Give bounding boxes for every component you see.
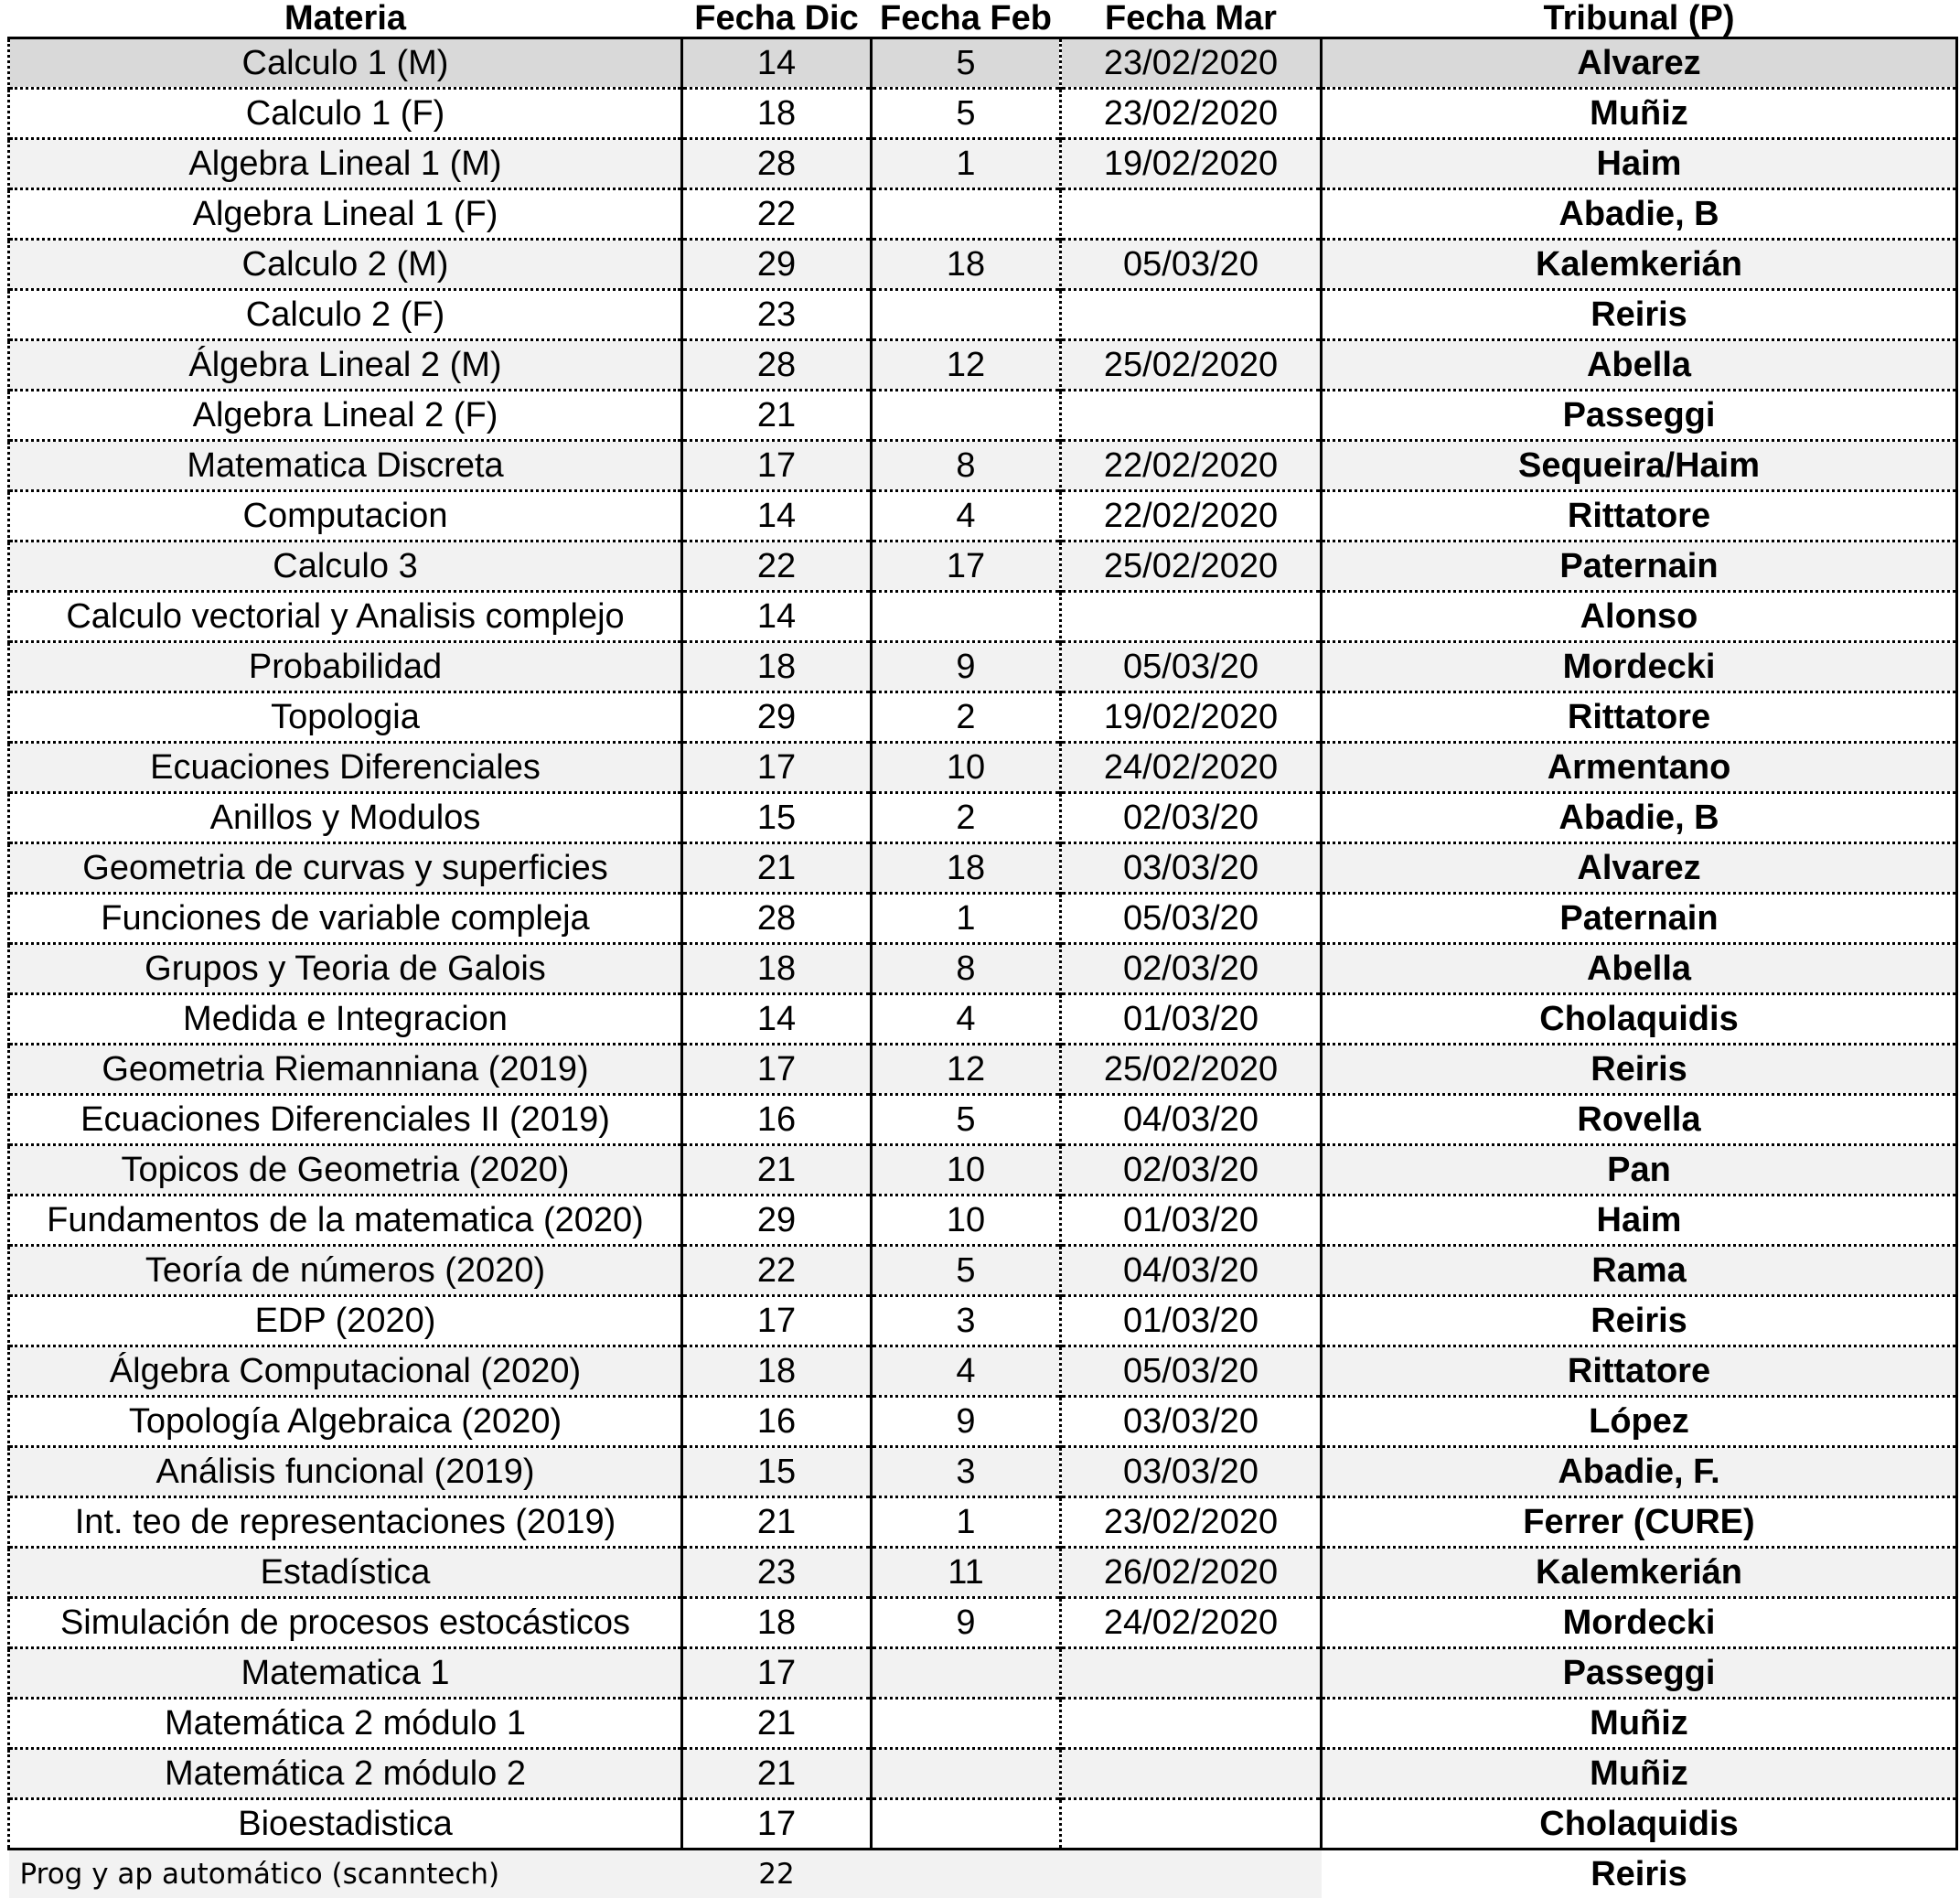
fecha-mar-cell[interactable] [1061, 1699, 1322, 1749]
header-row [9, 0, 1957, 38]
table-row [9, 1095, 1957, 1145]
materia-cell[interactable]: Fundamentos de la matematica (2020) [9, 1196, 682, 1246]
fecha-feb-cell[interactable]: 18 [872, 843, 1061, 894]
fecha-feb-cell[interactable] [872, 1648, 1061, 1699]
fecha-dic-cell[interactable]: 21 [682, 1497, 872, 1548]
materia-cell[interactable]: Ecuaciones Diferenciales II (2019) [9, 1095, 682, 1145]
materia-cell[interactable]: Calculo 1 (M) [9, 38, 682, 89]
tribunal-cell[interactable]: Muñiz [1322, 1749, 1957, 1799]
fecha-dic-cell[interactable]: 21 [682, 1749, 872, 1799]
fecha-feb-cell[interactable]: 5 [872, 1095, 1061, 1145]
fecha-mar-cell[interactable] [1061, 1850, 1322, 1898]
fecha-mar-cell[interactable]: 25/02/2020 [1061, 542, 1322, 592]
tribunal-cell[interactable]: Reiris [1322, 290, 1957, 340]
table-row [9, 793, 1957, 843]
fecha-feb-cell[interactable]: 5 [872, 89, 1061, 139]
materia-cell[interactable]: Calculo 3 [9, 542, 682, 592]
fecha-mar-cell[interactable]: 05/03/20 [1061, 894, 1322, 944]
fecha-feb-cell[interactable] [872, 1749, 1061, 1799]
tribunal-cell[interactable]: Rittatore [1322, 1346, 1957, 1397]
table-row [9, 240, 1957, 290]
tribunal-cell[interactable]: Haim [1322, 1196, 1957, 1246]
fecha-feb-cell[interactable]: 10 [872, 1196, 1061, 1246]
fecha-mar-cell[interactable]: 01/03/20 [1061, 1296, 1322, 1346]
fecha-dic-cell[interactable]: 16 [682, 1397, 872, 1447]
header-fecha-feb[interactable]: Fecha Feb [872, 0, 1061, 38]
tribunal-cell[interactable]: Rama [1322, 1246, 1957, 1296]
tribunal-cell[interactable]: Pan [1322, 1145, 1957, 1196]
fecha-dic-cell[interactable]: 22 [682, 1246, 872, 1296]
fecha-feb-cell[interactable]: 1 [872, 139, 1061, 189]
table-row [9, 391, 1957, 441]
fecha-feb-cell[interactable]: 8 [872, 944, 1061, 994]
table-row [9, 542, 1957, 592]
tribunal-cell[interactable]: Sequeira/Haim [1322, 441, 1957, 491]
table-row [9, 944, 1957, 994]
materia-cell[interactable]: Álgebra Lineal 2 (M) [9, 340, 682, 391]
table-row [9, 743, 1957, 793]
table-row [9, 843, 1957, 894]
materia-cell[interactable]: Bioestadistica [9, 1799, 682, 1850]
tribunal-cell[interactable]: Ferrer (CURE) [1322, 1497, 1957, 1548]
fecha-mar-cell[interactable]: 22/02/2020 [1061, 441, 1322, 491]
fecha-dic-cell[interactable]: 17 [682, 1045, 872, 1095]
table-row [9, 89, 1957, 139]
fecha-feb-cell[interactable] [872, 1850, 1061, 1898]
tribunal-cell[interactable]: Mordecki [1322, 1598, 1957, 1648]
materia-cell[interactable]: Matemática 2 módulo 1 [9, 1699, 682, 1749]
fecha-dic-cell[interactable]: 17 [682, 1296, 872, 1346]
fecha-dic-cell[interactable]: 18 [682, 89, 872, 139]
fecha-dic-cell[interactable]: 21 [682, 1699, 872, 1749]
fecha-dic-cell[interactable]: 28 [682, 894, 872, 944]
fecha-dic-cell[interactable]: 21 [682, 1145, 872, 1196]
tribunal-cell[interactable]: Reiris [1322, 1850, 1957, 1898]
fecha-feb-cell[interactable]: 4 [872, 1346, 1061, 1397]
materia-cell[interactable]: Probabilidad [9, 642, 682, 692]
tribunal-cell[interactable]: Abella [1322, 340, 1957, 391]
fecha-mar-cell[interactable] [1061, 1648, 1322, 1699]
fecha-feb-cell[interactable]: 2 [872, 692, 1061, 743]
tribunal-cell[interactable]: Alvarez [1322, 843, 1957, 894]
fecha-dic-cell[interactable]: 29 [682, 692, 872, 743]
fecha-mar-cell[interactable]: 24/02/2020 [1061, 1598, 1322, 1648]
materia-cell[interactable]: Algebra Lineal 1 (M) [9, 139, 682, 189]
materia-cell[interactable]: Análisis funcional (2019) [9, 1447, 682, 1497]
tribunal-cell[interactable]: Abella [1322, 944, 1957, 994]
fecha-feb-cell[interactable]: 9 [872, 1397, 1061, 1447]
fecha-dic-cell[interactable]: 28 [682, 340, 872, 391]
fecha-feb-cell[interactable]: 2 [872, 793, 1061, 843]
tribunal-cell[interactable]: Abadie, B [1322, 189, 1957, 240]
fecha-mar-cell[interactable]: 03/03/20 [1061, 843, 1322, 894]
fecha-mar-cell[interactable]: 05/03/20 [1061, 240, 1322, 290]
table-row [9, 1648, 1957, 1699]
materia-cell[interactable]: Algebra Lineal 2 (F) [9, 391, 682, 441]
fecha-mar-cell[interactable]: 25/02/2020 [1061, 1045, 1322, 1095]
fecha-mar-cell[interactable]: 05/03/20 [1061, 1346, 1322, 1397]
tribunal-cell[interactable]: Passeggi [1322, 1648, 1957, 1699]
tribunal-cell[interactable]: Paternain [1322, 542, 1957, 592]
fecha-feb-cell[interactable]: 3 [872, 1447, 1061, 1497]
fecha-dic-cell[interactable]: 28 [682, 139, 872, 189]
fecha-feb-cell[interactable]: 17 [872, 542, 1061, 592]
table-row [9, 38, 1957, 89]
fecha-feb-cell[interactable]: 3 [872, 1296, 1061, 1346]
fecha-feb-cell[interactable]: 12 [872, 1045, 1061, 1095]
fecha-dic-cell[interactable]: 17 [682, 1648, 872, 1699]
fecha-mar-cell[interactable]: 26/02/2020 [1061, 1548, 1322, 1598]
fecha-dic-cell[interactable]: 14 [682, 38, 872, 89]
table-row [9, 692, 1957, 743]
fecha-mar-cell[interactable] [1061, 189, 1322, 240]
materia-cell[interactable]: Ecuaciones Diferenciales [9, 743, 682, 793]
tribunal-cell[interactable]: Alonso [1322, 592, 1957, 642]
tribunal-cell[interactable]: López [1322, 1397, 1957, 1447]
table-row [9, 1145, 1957, 1196]
fecha-dic-cell[interactable]: 21 [682, 391, 872, 441]
fecha-dic-cell[interactable]: 14 [682, 994, 872, 1045]
fecha-mar-cell[interactable]: 03/03/20 [1061, 1447, 1322, 1497]
tribunal-cell[interactable]: Rittatore [1322, 692, 1957, 743]
fecha-dic-cell[interactable]: 14 [682, 491, 872, 542]
fecha-mar-cell[interactable]: 03/03/20 [1061, 1397, 1322, 1447]
fecha-mar-cell[interactable]: 02/03/20 [1061, 1145, 1322, 1196]
tribunal-cell[interactable]: Muñiz [1322, 1699, 1957, 1749]
table-row [9, 1447, 1957, 1497]
fecha-mar-cell[interactable]: 02/03/20 [1061, 944, 1322, 994]
fecha-feb-cell[interactable]: 9 [872, 642, 1061, 692]
fecha-dic-cell[interactable]: 17 [682, 441, 872, 491]
fecha-mar-cell[interactable]: 19/02/2020 [1061, 692, 1322, 743]
materia-cell[interactable]: Topología Algebraica (2020) [9, 1397, 682, 1447]
fecha-feb-cell[interactable]: 11 [872, 1548, 1061, 1598]
tribunal-cell[interactable]: Reiris [1322, 1296, 1957, 1346]
header-tribunal[interactable]: Tribunal (P) [1322, 0, 1957, 38]
materia-cell[interactable]: Int. teo de representaciones (2019) [9, 1497, 682, 1548]
tribunal-cell[interactable]: Kalemkerián [1322, 240, 1957, 290]
table-row [9, 1497, 1957, 1548]
fecha-mar-cell[interactable]: 23/02/2020 [1061, 89, 1322, 139]
fecha-mar-cell[interactable]: 23/02/2020 [1061, 38, 1322, 89]
tribunal-cell[interactable]: Abadie, F. [1322, 1447, 1957, 1497]
table-row [9, 1196, 1957, 1246]
fecha-dic-cell[interactable]: 22 [682, 542, 872, 592]
materia-cell[interactable]: Simulación de procesos estocásticos [9, 1598, 682, 1648]
exam-schedule-table [7, 0, 1958, 1898]
fecha-dic-cell[interactable]: 17 [682, 1799, 872, 1850]
materia-cell[interactable]: Álgebra Computacional (2020) [9, 1346, 682, 1397]
fecha-dic-cell[interactable]: 29 [682, 1196, 872, 1246]
fecha-mar-cell[interactable]: 05/03/20 [1061, 642, 1322, 692]
tribunal-cell[interactable]: Haim [1322, 139, 1957, 189]
table-row [9, 592, 1957, 642]
fecha-feb-cell[interactable] [872, 391, 1061, 441]
materia-cell[interactable]: Funciones de variable compleja [9, 894, 682, 944]
materia-cell[interactable]: Computacion [9, 491, 682, 542]
materia-cell[interactable]: Teoría de números (2020) [9, 1246, 682, 1296]
table-row [9, 1296, 1957, 1346]
header-fecha-dic[interactable]: Fecha Dic [682, 0, 872, 38]
fecha-mar-cell[interactable] [1061, 391, 1322, 441]
fecha-dic-cell[interactable]: 22 [682, 1850, 872, 1898]
fecha-feb-cell[interactable]: 8 [872, 441, 1061, 491]
table-row [9, 340, 1957, 391]
materia-cell[interactable]: EDP (2020) [9, 1296, 682, 1346]
tribunal-cell[interactable]: Reiris [1322, 1045, 1957, 1095]
materia-cell[interactable]: Calculo 2 (F) [9, 290, 682, 340]
materia-cell[interactable]: Algebra Lineal 1 (F) [9, 189, 682, 240]
tribunal-cell[interactable]: Armentano [1322, 743, 1957, 793]
fecha-feb-cell[interactable]: 5 [872, 1246, 1061, 1296]
fecha-mar-cell[interactable]: 01/03/20 [1061, 994, 1322, 1045]
table-row [9, 441, 1957, 491]
fecha-feb-cell[interactable]: 4 [872, 994, 1061, 1045]
fecha-mar-cell[interactable]: 25/02/2020 [1061, 340, 1322, 391]
table-row [9, 139, 1957, 189]
materia-cell[interactable]: Prog y ap automático (scanntech) [9, 1850, 682, 1898]
table-row [9, 290, 1957, 340]
tribunal-cell[interactable]: Rovella [1322, 1095, 1957, 1145]
materia-cell[interactable]: Geometria Riemanniana (2019) [9, 1045, 682, 1095]
fecha-dic-cell[interactable]: 21 [682, 843, 872, 894]
fecha-dic-cell[interactable]: 17 [682, 743, 872, 793]
table-row [9, 642, 1957, 692]
table-row [9, 1749, 1957, 1799]
materia-cell[interactable]: Topologia [9, 692, 682, 743]
tribunal-cell[interactable]: Alvarez [1322, 38, 1957, 89]
fecha-mar-cell[interactable]: 01/03/20 [1061, 1196, 1322, 1246]
fecha-mar-cell[interactable]: 23/02/2020 [1061, 1497, 1322, 1548]
fecha-mar-cell[interactable]: 04/03/20 [1061, 1095, 1322, 1145]
fecha-dic-cell[interactable]: 14 [682, 592, 872, 642]
fecha-feb-cell[interactable]: 12 [872, 340, 1061, 391]
tribunal-cell[interactable]: Cholaquidis [1322, 994, 1957, 1045]
table-row [9, 1246, 1957, 1296]
tribunal-cell[interactable]: Rittatore [1322, 491, 1957, 542]
tribunal-cell[interactable]: Kalemkerián [1322, 1548, 1957, 1598]
fecha-dic-cell[interactable]: 23 [682, 290, 872, 340]
fecha-feb-cell[interactable]: 1 [872, 1497, 1061, 1548]
table-row [9, 1397, 1957, 1447]
fecha-dic-cell[interactable]: 18 [682, 944, 872, 994]
fecha-dic-cell[interactable]: 18 [682, 1346, 872, 1397]
fecha-feb-cell[interactable] [872, 290, 1061, 340]
table-row [9, 491, 1957, 542]
table-row [9, 189, 1957, 240]
fecha-dic-cell[interactable]: 23 [682, 1548, 872, 1598]
fecha-mar-cell[interactable]: 24/02/2020 [1061, 743, 1322, 793]
materia-cell[interactable]: Matematica Discreta [9, 441, 682, 491]
table-row [9, 994, 1957, 1045]
fecha-mar-cell[interactable]: 22/02/2020 [1061, 491, 1322, 542]
fecha-dic-cell[interactable]: 18 [682, 642, 872, 692]
fecha-feb-cell[interactable] [872, 189, 1061, 240]
materia-cell[interactable]: Calculo 2 (M) [9, 240, 682, 290]
fecha-dic-cell[interactable]: 16 [682, 1095, 872, 1145]
fecha-feb-cell[interactable] [872, 592, 1061, 642]
fecha-feb-cell[interactable]: 4 [872, 491, 1061, 542]
fecha-mar-cell[interactable] [1061, 290, 1322, 340]
fecha-feb-cell[interactable]: 18 [872, 240, 1061, 290]
materia-cell[interactable]: Calculo vectorial y Analisis complejo [9, 592, 682, 642]
table-row [9, 1699, 1957, 1749]
materia-cell[interactable]: Geometria de curvas y superficies [9, 843, 682, 894]
fecha-mar-cell[interactable] [1061, 1749, 1322, 1799]
fecha-dic-cell[interactable]: 15 [682, 793, 872, 843]
fecha-feb-cell[interactable] [872, 1699, 1061, 1749]
materia-cell[interactable]: Calculo 1 (F) [9, 89, 682, 139]
table-row [9, 894, 1957, 944]
tribunal-cell[interactable]: Passeggi [1322, 391, 1957, 441]
fecha-dic-cell[interactable]: 15 [682, 1447, 872, 1497]
materia-cell[interactable]: Topicos de Geometria (2020) [9, 1145, 682, 1196]
fecha-mar-cell[interactable]: 19/02/2020 [1061, 139, 1322, 189]
header-fecha-mar[interactable]: Fecha Mar [1061, 0, 1322, 38]
fecha-feb-cell[interactable]: 5 [872, 38, 1061, 89]
fecha-feb-cell[interactable]: 10 [872, 743, 1061, 793]
table-row [9, 1346, 1957, 1397]
fecha-feb-cell[interactable] [872, 1799, 1061, 1850]
tribunal-cell[interactable]: Abadie, B [1322, 793, 1957, 843]
fecha-dic-cell[interactable]: 22 [682, 189, 872, 240]
fecha-feb-cell[interactable]: 1 [872, 894, 1061, 944]
table-row [9, 1799, 1957, 1850]
materia-cell[interactable]: Matematica 1 [9, 1648, 682, 1699]
table-row [9, 1045, 1957, 1095]
table-row [9, 1850, 1957, 1898]
fecha-mar-cell[interactable]: 02/03/20 [1061, 793, 1322, 843]
fecha-feb-cell[interactable]: 10 [872, 1145, 1061, 1196]
fecha-feb-cell[interactable]: 9 [872, 1598, 1061, 1648]
materia-cell[interactable]: Matemática 2 módulo 2 [9, 1749, 682, 1799]
fecha-mar-cell[interactable] [1061, 592, 1322, 642]
tribunal-cell[interactable]: Cholaquidis [1322, 1799, 1957, 1850]
fecha-dic-cell[interactable]: 29 [682, 240, 872, 290]
tribunal-cell[interactable]: Muñiz [1322, 89, 1957, 139]
table-row [9, 1598, 1957, 1648]
materia-cell[interactable]: Estadística [9, 1548, 682, 1598]
materia-cell[interactable]: Medida e Integracion [9, 994, 682, 1045]
materia-cell[interactable]: Grupos y Teoria de Galois [9, 944, 682, 994]
tribunal-cell[interactable]: Mordecki [1322, 642, 1957, 692]
tribunal-cell[interactable]: Paternain [1322, 894, 1957, 944]
fecha-mar-cell[interactable]: 04/03/20 [1061, 1246, 1322, 1296]
table-row [9, 1548, 1957, 1598]
fecha-dic-cell[interactable]: 18 [682, 1598, 872, 1648]
header-materia[interactable]: Materia [9, 0, 682, 38]
fecha-mar-cell[interactable] [1061, 1799, 1322, 1850]
materia-cell[interactable]: Anillos y Modulos [9, 793, 682, 843]
